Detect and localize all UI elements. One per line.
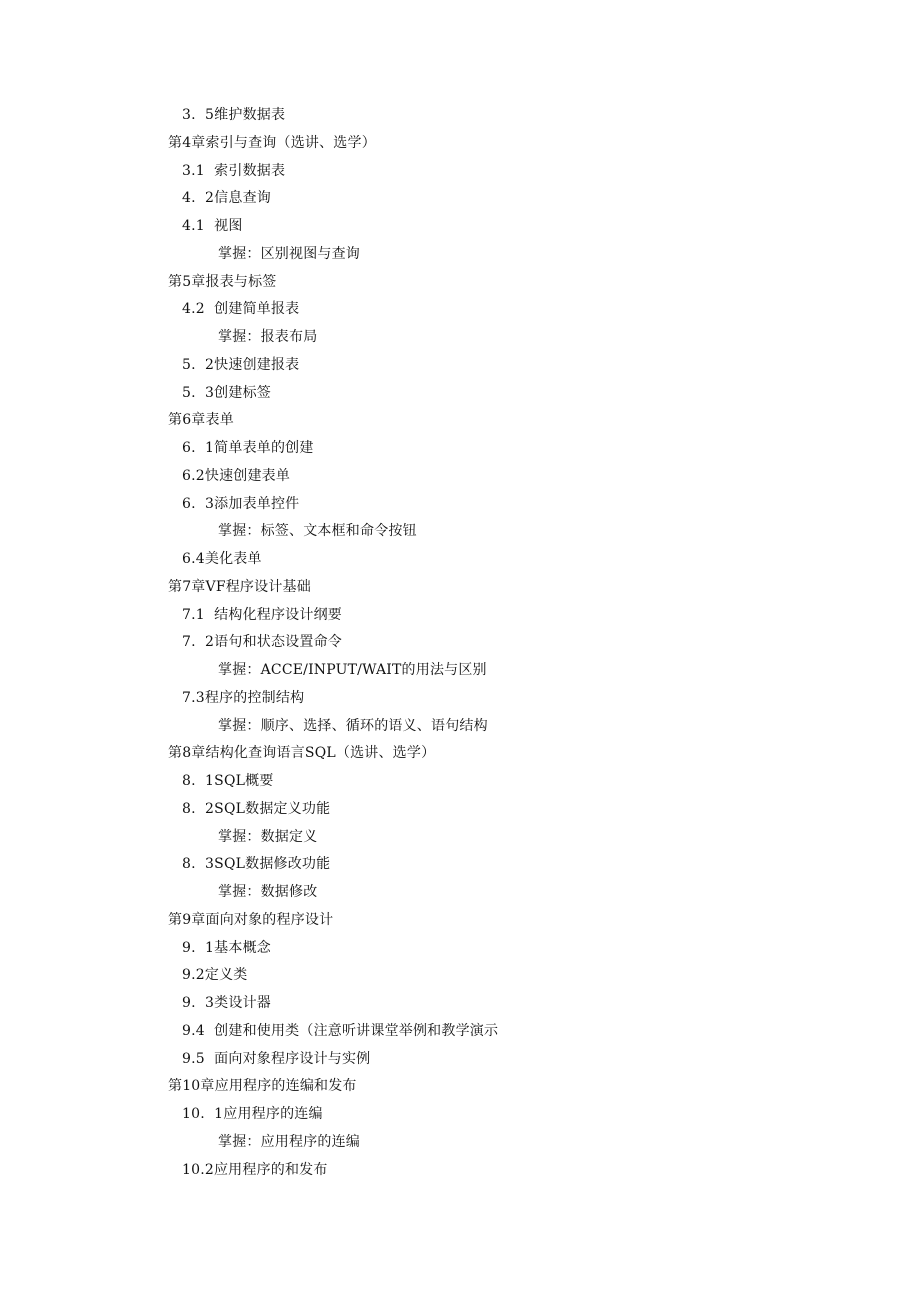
chapter-heading: 第8章结构化查询语言SQL（选讲、选学） [168,745,436,762]
chapter-heading: 第5章报表与标签 [168,273,277,290]
section-heading: 8. 3SQL数据修改功能 [182,856,331,873]
section-heading: 6. 3添加表单控件 [182,495,300,512]
section-heading: 6.2快速创建表单 [182,467,291,484]
chapter-heading: 第6章表单 [168,412,234,429]
section-heading: 7.3程序的控制结构 [182,689,305,706]
section-heading: 4.1 视图 [182,218,243,234]
section-heading: 4.2 创建简单报表 [182,301,300,318]
key-point-note: 掌握：应用程序的连编 [218,1133,360,1150]
section-heading: 3. 5维护数据表 [182,107,286,123]
key-point-note: 掌握：区别视图与查询 [218,245,360,262]
chapter-heading: 第7章VF程序设计基础 [168,578,311,595]
section-heading: 9.2定义类 [182,967,248,984]
section-heading: 9. 1基本概念 [182,939,271,956]
section-heading: 5. 2快速创建报表 [182,356,300,373]
key-point-note: 掌握：报表布局 [218,329,318,345]
key-point-note: 掌握：ACCE/INPUT/WAIT的用法与区别 [218,662,487,678]
section-heading: 6.4美化表单 [182,551,262,567]
section-heading: 7.1 结构化程序设计纲要 [182,606,342,623]
section-heading: 7. 2语句和状态设置命令 [182,634,342,651]
section-heading: 10. 1应用程序的连编 [182,1106,323,1122]
key-point-note: 掌握：标签、文本框和命令按钮 [218,523,417,540]
section-heading: 8. 2SQL数据定义功能 [182,800,331,817]
course-outline [0,102,920,1184]
section-heading: 9.4 创建和使用类（注意听讲课堂举例和教学演示 [182,1022,499,1039]
section-heading: 9. 3类设计器 [182,995,271,1011]
key-point-note: 掌握：数据定义 [218,828,318,845]
chapter-heading: 第10章应用程序的连编和发布 [168,1078,357,1095]
section-heading: 10.2应用程序的和发布 [182,1161,328,1178]
section-heading: 5. 3创建标签 [182,384,271,401]
section-heading: 4. 2信息查询 [182,190,271,207]
key-point-note: 掌握：顺序、选择、循环的语义、语句结构 [218,717,488,734]
section-heading: 3.1 索引数据表 [182,162,286,179]
chapter-heading: 第4章索引与查询（选讲、选学） [168,134,376,151]
section-heading: 6. 1简单表单的创建 [182,440,314,456]
section-heading: 9.5 面向对象程序设计与实例 [182,1050,371,1067]
chapter-heading: 第9章面向对象的程序设计 [168,911,334,928]
key-point-note: 掌握：数据修改 [218,884,318,900]
section-heading: 8. 1SQL概要 [182,773,274,789]
